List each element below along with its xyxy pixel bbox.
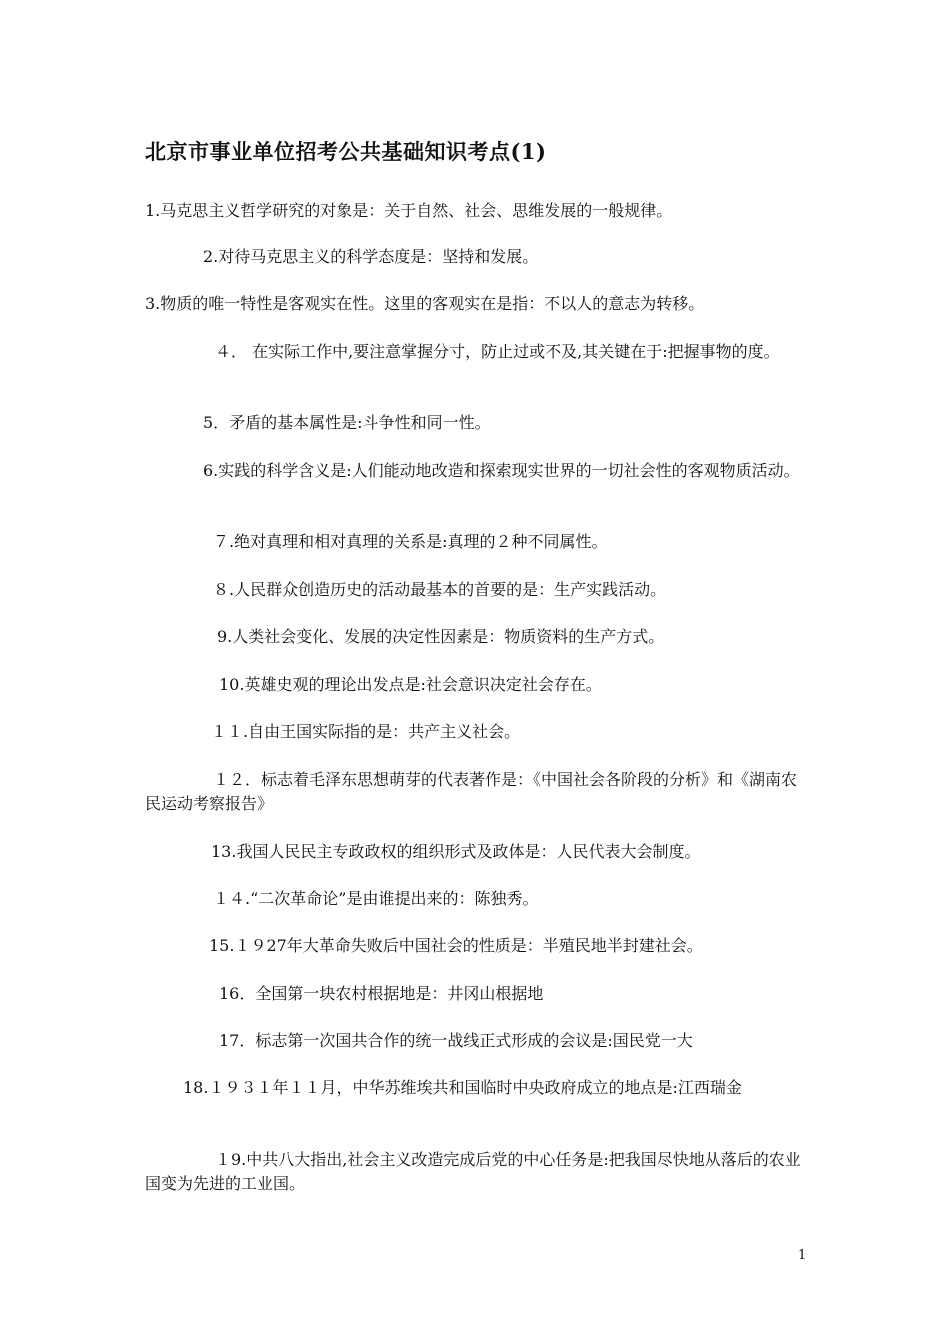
page-number: 1 [798,1248,807,1263]
paragraph-13: 13.我国人民民主专政政权的组织形式及政体是：人民代表大会制度。 [211,842,701,861]
paragraph-4: ４． 在实际工作中,要注意掌握分寸，防止过或不及,其关键在于:把握事物的度。 [215,342,780,361]
paragraph-2: 2.对待马克思主义的科学态度是：坚持和发展。 [203,247,539,266]
paragraph-7: ７.绝对真理和相对真理的关系是:真理的２种不同属性。 [213,532,608,551]
paragraph-5: 5．矛盾的基本属性是:斗争性和同一性。 [203,413,491,432]
paragraph-6: 6.实践的科学含义是:人们能动地改造和探索现实世界的一切社会性的客观物质活动。 [203,461,800,480]
paragraph-16: 16．全国第一块农村根据地是：井冈山根据地 [219,984,544,1003]
paragraph-3: 3.物质的唯一特性是客观实在性。这里的客观实在是指：不以人的意志为转移。 [145,294,705,313]
paragraph-18: 18.１９３１年１１月，中华苏维埃共和国临时中央政府成立的地点是:江西瑞金 [183,1078,742,1097]
paragraph-8: ８.人民群众创造历史的活动最基本的首要的是：生产实践活动。 [213,580,667,599]
document-title: 北京市事业单位招考公共基础知识考点(1) [145,139,547,164]
paragraph-15: 15.１９27年大革命失败后中国社会的性质是：半殖民地半封建社会。 [209,936,703,955]
paragraph-1: 1.马克思主义哲学研究的对象是：关于自然、社会、思维发展的一般规律。 [145,201,673,220]
paragraph-14: １４.“二次革命论”是由谁提出来的：陈独秀。 [213,889,539,908]
paragraph-10: 10.英雄史观的理论出发点是:社会意识决定社会存在。 [219,675,602,694]
paragraph-9: 9.人类社会变化、发展的决定性因素是：物质资料的生产方式。 [217,627,665,646]
paragraph-19: １9.中共八大指出,社会主义改造完成后党的中心任务是:把我国尽快地从落后的农业国变为先进的工业国。 [145,1150,801,1193]
paragraph-12: １２．标志着毛泽东思想萌芽的代表著作是：《中国社会各阶段的分析》和《湖南农民运动考察报告》 [145,770,798,813]
paragraph-17: 17．标志第一次国共合作的统一战线正式形成的会议是:国民党一大 [219,1031,693,1050]
paragraph-11: １１.自由王国实际指的是：共产主义社会。 [211,722,521,741]
